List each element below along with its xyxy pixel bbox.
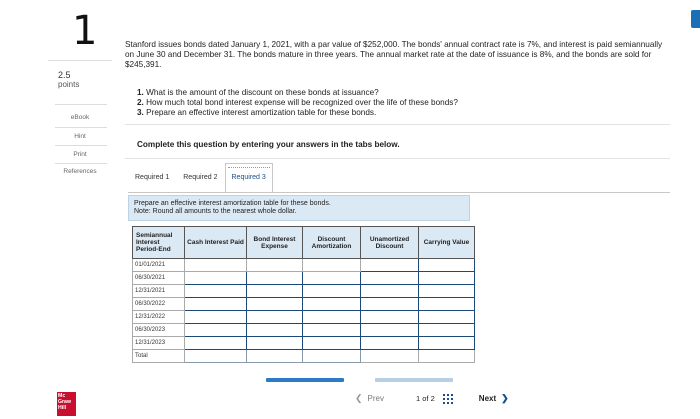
cash-interest-input[interactable]: [185, 272, 247, 285]
discount-amortization-input[interactable]: [303, 298, 361, 311]
table-row: [133, 298, 475, 311]
discount-amortization-input[interactable]: [303, 324, 361, 337]
points-info: [58, 70, 79, 90]
unamortized-discount-input[interactable]: [361, 337, 419, 350]
total-unamortized-discount-cell: [361, 350, 419, 363]
carrying-value-input[interactable]: [419, 285, 475, 298]
discount-amortization-cell: [303, 259, 361, 272]
cash-interest-input[interactable]: [185, 285, 247, 298]
carrying-value-input[interactable]: [419, 259, 475, 272]
tab-underline: [128, 192, 670, 193]
question-list: [137, 88, 458, 118]
unamortized-discount-input[interactable]: [361, 259, 419, 272]
tab-required-3[interactable]: Required 3: [225, 163, 273, 193]
table-row: [133, 272, 475, 285]
total-interest-expense-input[interactable]: [247, 350, 303, 363]
points-label: points: [58, 80, 80, 89]
period-label: 06/30/2021: [133, 272, 185, 285]
carrying-value-input[interactable]: [419, 311, 475, 324]
cash-interest-input[interactable]: [185, 324, 247, 337]
prompt-text: Prepare an effective interest amortization table for these bonds.: [134, 200, 331, 207]
prev-label: Prev: [367, 394, 384, 403]
period-label: 06/30/2022: [133, 298, 185, 311]
next-button[interactable]: [479, 393, 509, 404]
interest-expense-input[interactable]: [247, 298, 303, 311]
period-label: 12/31/2023: [133, 337, 185, 350]
sidebar-item-references[interactable]: References: [63, 168, 97, 175]
amortization-table: [132, 226, 475, 363]
sidebar-item-ebook[interactable]: eBook: [70, 114, 90, 121]
discount-amortization-input[interactable]: [303, 285, 361, 298]
interest-expense-input[interactable]: [247, 311, 303, 324]
sidebar-divider: [55, 163, 107, 164]
grid-icon[interactable]: [443, 394, 453, 404]
total-cash-interest-input[interactable]: [185, 350, 247, 363]
table-row: [133, 311, 475, 324]
period-label: 01/01/2021: [133, 259, 185, 272]
page-indicator: 1 of 2: [416, 394, 435, 403]
sidebar-item-hint[interactable]: Hint: [74, 133, 86, 140]
chevron-right-icon: ❯: [501, 393, 509, 403]
interest-expense-input[interactable]: [247, 324, 303, 337]
header-unamortized-discount: Unamortized Discount: [361, 227, 419, 259]
discount-amortization-input[interactable]: [303, 337, 361, 350]
discount-amortization-input[interactable]: [303, 311, 361, 324]
cash-interest-input[interactable]: [185, 311, 247, 324]
cash-interest-input[interactable]: [185, 337, 247, 350]
sidebar-divider: [55, 145, 107, 146]
divider: [125, 158, 670, 159]
carrying-value-input[interactable]: [419, 337, 475, 350]
table-row: [133, 285, 475, 298]
next-label: Next: [478, 394, 497, 403]
carrying-value-input[interactable]: [419, 298, 475, 311]
cash-interest-cell: [185, 259, 247, 272]
tab-required-1[interactable]: Required 1: [135, 174, 170, 181]
prev-button[interactable]: [355, 393, 384, 404]
unamortized-discount-input[interactable]: [361, 272, 419, 285]
interest-expense-input[interactable]: [247, 337, 303, 350]
discount-amortization-input[interactable]: [303, 272, 361, 285]
table-row: [133, 324, 475, 337]
total-discount-amortization-input[interactable]: [303, 350, 361, 363]
question-item: 3. Prepare an effective interest amortization table for these bonds.: [137, 108, 377, 117]
header-period: Semiannual Interest Period-End: [133, 227, 185, 259]
sidebar-divider: [48, 60, 112, 61]
problem-text: Stanford issues bonds dated January 1, 2021, with a par value of $252,000. The bonds' annual contract rate is 7%, and interest is paid semiannually on June 30 and December 31. The bonds mature in three years. The annual market rate at the date of issuance is 8%, and the bonds are sold for $245,391.: [125, 40, 663, 69]
total-carrying-value-cell: [419, 350, 475, 363]
header-cash-interest: Cash Interest Paid: [185, 227, 247, 259]
prompt-box: [128, 195, 470, 221]
period-label: Total: [133, 350, 185, 363]
pagination: [355, 393, 509, 404]
sidebar-item-print[interactable]: Print: [73, 151, 87, 158]
chevron-left-icon: ❮: [355, 393, 363, 403]
unamortized-discount-input[interactable]: [361, 285, 419, 298]
tab-bar: [128, 163, 273, 193]
unamortized-discount-input[interactable]: [361, 324, 419, 337]
next-tab-button: [375, 378, 453, 382]
header-interest-expense: Bond Interest Expense: [247, 227, 303, 259]
table-row: [133, 259, 475, 272]
prompt-note: Note: Round all amounts to the nearest whole dollar.: [134, 208, 297, 215]
question-item: 1. What is the amount of the discount on these bonds at issuance?: [137, 88, 379, 97]
carrying-value-input[interactable]: [419, 272, 475, 285]
header-carrying-value: Carrying Value: [419, 227, 475, 259]
interest-expense-input[interactable]: [247, 272, 303, 285]
table-row: [133, 337, 475, 350]
prev-tab-button[interactable]: [266, 378, 344, 382]
interest-expense-input[interactable]: [247, 285, 303, 298]
tab-required-2[interactable]: Required 2: [183, 174, 218, 181]
table-row: [133, 350, 475, 363]
carrying-value-input[interactable]: [419, 324, 475, 337]
sidebar-divider: [55, 127, 107, 128]
question-item: 2. How much total bond interest expense will be recognized over the life of these bonds?: [137, 98, 458, 107]
corner-badge[interactable]: [691, 10, 700, 28]
unamortized-discount-input[interactable]: [361, 298, 419, 311]
header-discount-amortization: Discount Amortization: [303, 227, 361, 259]
divider: [125, 124, 670, 125]
mcgraw-hill-logo: Mc Graw Hill: [57, 392, 76, 416]
cash-interest-input[interactable]: [185, 298, 247, 311]
sidebar-divider: [55, 104, 107, 105]
period-label: 06/30/2023: [133, 324, 185, 337]
points-value: 2.5: [58, 70, 71, 80]
interest-expense-cell: [247, 259, 303, 272]
period-label: 12/31/2021: [133, 285, 185, 298]
instruction-text: Complete this question by entering your answers in the tabs below.: [137, 140, 400, 149]
question-number: 1: [72, 8, 98, 54]
unamortized-discount-input[interactable]: [361, 311, 419, 324]
period-label: 12/31/2022: [133, 311, 185, 324]
